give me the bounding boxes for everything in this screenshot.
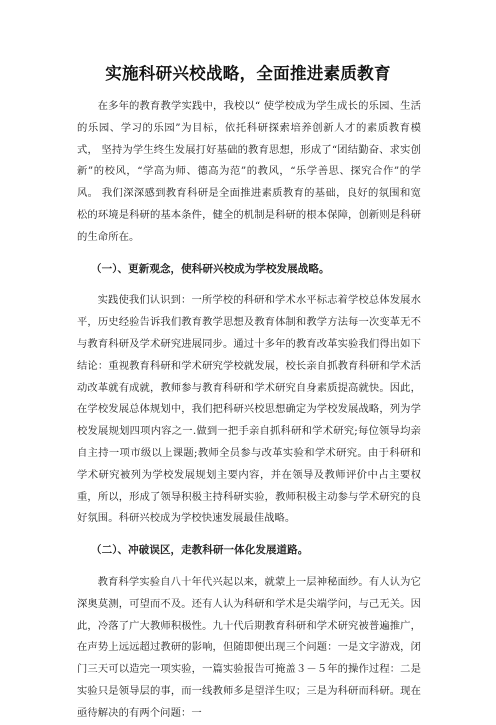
spacer — [77, 530, 421, 540]
spacer — [77, 280, 421, 290]
spacer — [77, 562, 421, 572]
section-heading-1: （一）、更新观念，使科研兴校成为学校发展战略。 — [91, 262, 330, 275]
document-body — [77, 96, 421, 725]
spacer — [77, 249, 421, 259]
paragraph-section-2: 教育科学实验自八十年代兴起以来，就蒙上一层神秘面纱。有人认为它深奥莫测，可望而不及。还有人认为科研和学术是尖端学问，与己无关。因此，冷落了广大教师积极性。九十代后期教育科研和学术研究被普遍推广，在声势上远远超过教研的影响，但随即便出现三个问题：一是文字游戏，闭门三天可以造完一项实验，一篇实验报告可掩盖３－５年的操作过程：二是实验只是领导层的事，而一线教师多是望洋生叹；三是为科研而科研。现在亟待解决的有两个问题：一 — [77, 575, 421, 719]
paragraph-intro: 在多年的教育教学实践中，我校以“ 使学校成为学生成长的乐园、生活的乐园、学习的乐园”为目标，依托科研探索培养创新人才的素质教育模式， 坚持为学生终生发展打好基础的教育思想，形成了“团结勤奋、求实创新”的校风，“学高为师、德高为范”的教风，“乐学善思、探究合作”的学风。 我们深深感到教育科研是全面推进素质教育的基础，良好的氛围和宽松的环境是科研的基本条件，健全的机制是科研的根本保障，创新则是科研的生命所在。 — [77, 100, 421, 243]
paragraph-section-1: 实践使我们认识到：一所学校的科研和学术水平标志着学校总体发展水平，历史经验告诉我们教育教学思想及教育体制和教学方法每一次变革无不与教育科研及学术研究进展同步。通过十多年的教育改革实验我们得出如下结论：重视教育科研和学术研究学校就发展，校长亲自抓教育科研和学术活动改革就有成就，教师参与教育科研和学术研究自身素质提高就快。因此，在学校发展总体规划中，我们把科研兴校思想确定为学校发展战略，列为学校发展规划四项内容之一.做到一把手亲自抓科研和学术研究;每位领导均亲自主持一项市级以上课题;教师全员参与改革实验和学术研究。由于科研和学术研究被列为学校发展规划主要内容，并在领导及教师评价中占主要权重，所以，形成了领导积极主持科研实验，教师积极主动参与学术研究的良好氛围。科研兴校成为学校快速发展最佳战略。 — [77, 294, 421, 525]
section-heading-2: （二）、冲破误区，走教科研一体化发展道路。 — [91, 544, 309, 557]
document-title: 实施科研兴校战略，全面推进素质教育 — [105, 64, 391, 83]
